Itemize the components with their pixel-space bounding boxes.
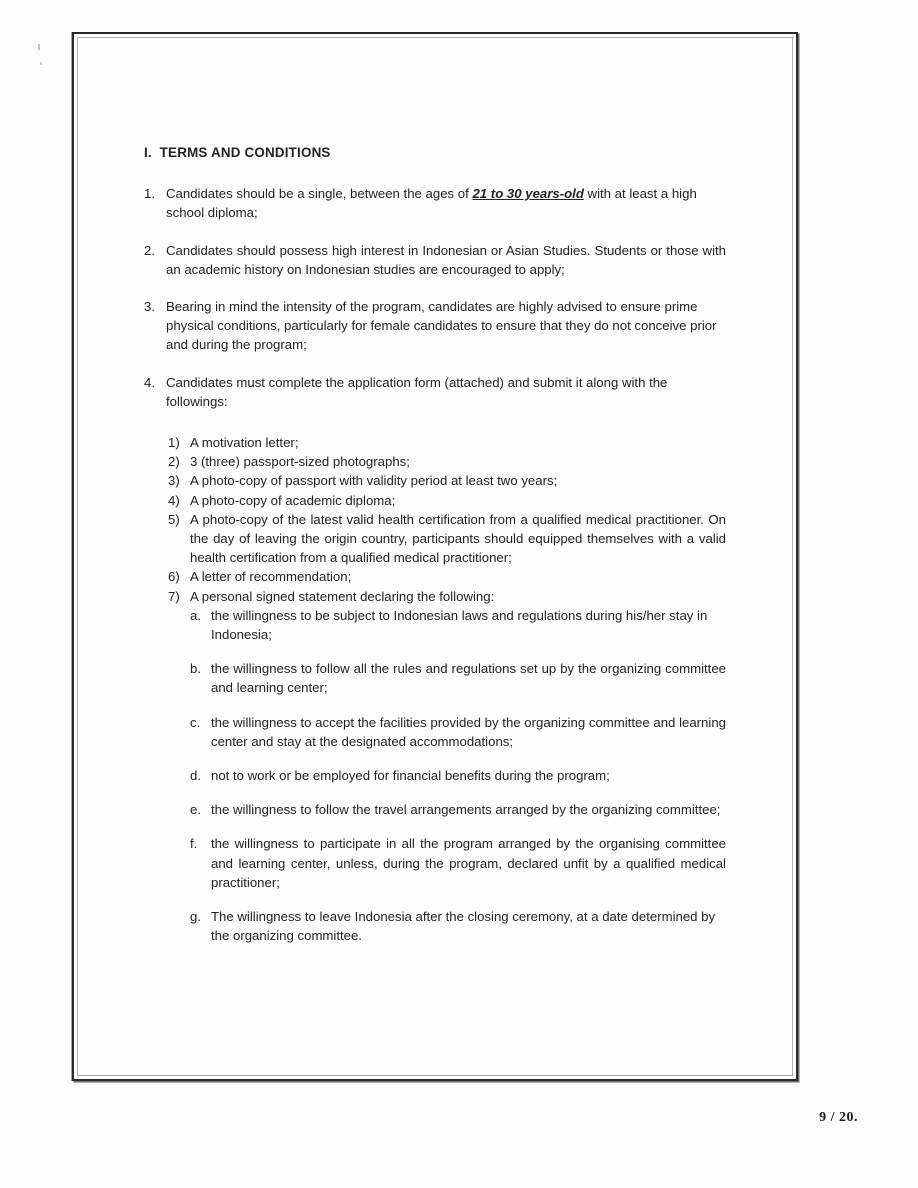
list-item-text: the willingness to accept the facilities provided by the organizing committee and learning center and stay at the designated accommodations; (211, 714, 726, 749)
list-item (190, 713, 726, 751)
term-emphasis: 21 to 30 years-old (472, 186, 584, 202)
list-item-text: A motivation letter; (190, 435, 299, 451)
page-title: I. TERMS AND CONDITIONS (144, 145, 331, 160)
list-marker: 3. (144, 299, 155, 315)
list-item-text: A letter of recommendation; (190, 569, 352, 585)
scan-artifact (40, 62, 42, 65)
list-marker: 3) (168, 473, 180, 489)
page-number: 9 / 20. (819, 1110, 858, 1125)
list-marker: 4. (144, 374, 155, 390)
list-item-text: the willingness to follow all the rules and regulations set up by the organizing committee and learning center; (211, 661, 726, 696)
list-item-text (166, 184, 726, 222)
list-item-text: the willingness to follow the travel arrangements arranged by the organizing committee; (211, 802, 721, 818)
list-item-text: Bearing in mind the intensity of the program, candidates are highly advised to ensure prime physical conditions, particularly for female candidates to ensure that they do not conceive prior and during the program; (166, 299, 717, 353)
list-marker: 6) (168, 569, 180, 585)
list-marker: e. (190, 802, 201, 818)
list-marker: 2. (144, 242, 155, 258)
list-item (144, 297, 726, 355)
list-item (190, 800, 726, 819)
list-marker: f. (190, 836, 198, 852)
list-marker: a. (190, 607, 201, 623)
list-item (168, 471, 726, 490)
list-marker: 5) (168, 511, 180, 527)
list-item-text: A photo-copy of passport with validity period at least two years; (190, 473, 558, 489)
attachments-list (168, 433, 726, 945)
list-item (168, 510, 726, 568)
list-item (144, 184, 726, 222)
declarations-list (190, 606, 726, 946)
list-marker: 2) (168, 454, 180, 470)
term-text-after: with at least a high school diploma; (166, 186, 697, 221)
list-marker: 1. (144, 186, 155, 202)
list-marker: c. (190, 714, 201, 730)
list-item-text: A photo-copy of academic diploma; (190, 492, 396, 508)
list-item-text: Candidates must complete the application form (attached) and submit it along with the followings: (166, 374, 668, 409)
list-marker: d. (190, 768, 201, 784)
list-item (144, 241, 726, 279)
list-item (168, 567, 726, 586)
list-item-text: Candidates should possess high interest in Indonesian or Asian Studies. Students or those with an academic history on Indonesian studies are encouraged to apply; (166, 242, 726, 277)
list-item (190, 907, 726, 945)
list-item-text: the willingness to participate in all the program arranged by the organising committee and learning center, unless, during the program, declared unfit by a qualified medical practitioner; (211, 836, 726, 890)
term-text-before: Candidates should be a single, between the ages of (166, 186, 473, 202)
list-item-text: The willingness to leave Indonesia after the closing ceremony, at a date determined by the organizing committee. (211, 909, 716, 944)
document-body (144, 143, 726, 946)
list-item-text: A photo-copy of the latest valid health certification from a qualified medical practitioner. On the day of leaving the origin country, participants should equipped themselves with a valid health certification from a qualified medical practitioner; (190, 511, 726, 566)
list-item (168, 433, 726, 452)
list-item (190, 766, 726, 785)
list-item (190, 606, 726, 644)
list-item (168, 587, 726, 606)
list-item (168, 491, 726, 510)
list-item (168, 452, 726, 471)
list-item-text: 3 (three) passport-sized photographs; (190, 454, 410, 470)
scan-artifact (38, 44, 40, 50)
list-marker: g. (190, 909, 201, 925)
list-item-text: the willingness to be subject to Indonesian laws and regulations during his/her stay in Indonesia; (211, 607, 708, 643)
list-marker: 7) (168, 588, 180, 604)
list-marker: 4) (168, 492, 180, 508)
list-item (190, 659, 726, 697)
list-item-text: not to work or be employed for financial benefits during the program; (211, 768, 610, 784)
list-item (190, 834, 726, 892)
list-item (144, 373, 726, 411)
list-marker: b. (190, 661, 201, 677)
list-item-text: A personal signed statement declaring the following: (190, 588, 495, 604)
list-marker: 1) (168, 435, 180, 451)
